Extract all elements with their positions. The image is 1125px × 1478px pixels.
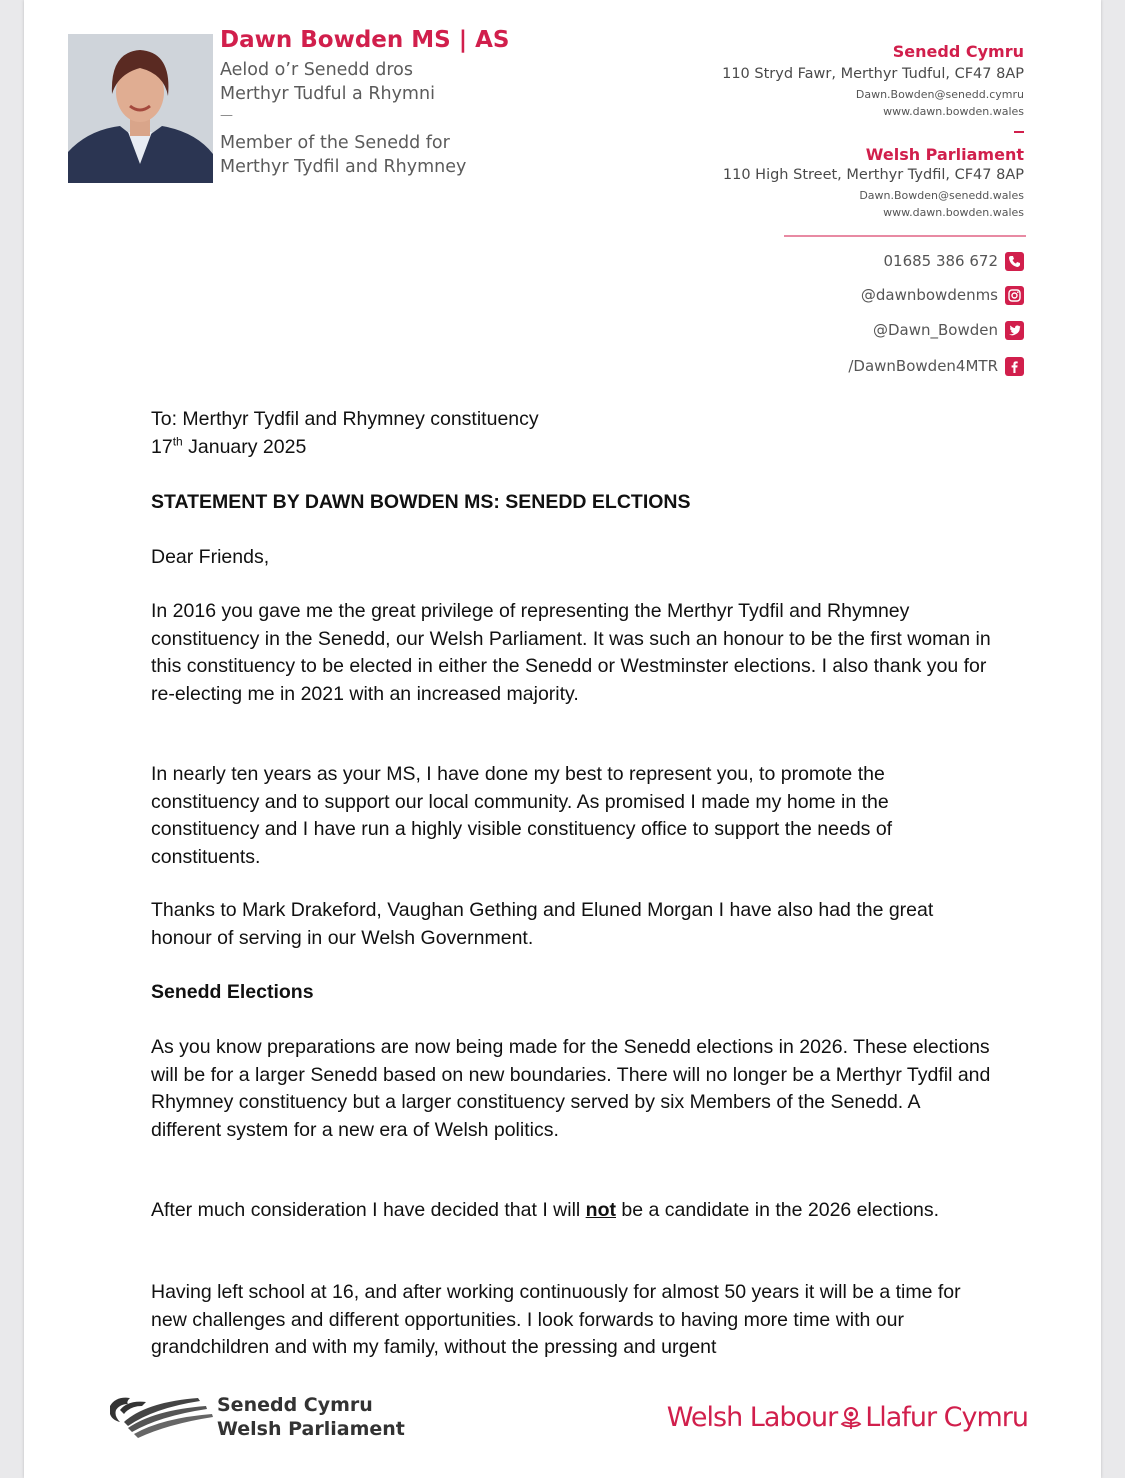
twitter-icon [1005, 321, 1024, 340]
llafur-cymru-text: Llafur Cymru [865, 1402, 1028, 1433]
recipient-line: To: Merthyr Tydfil and Rhymney constituency [151, 408, 539, 430]
paragraph-5 [151, 1197, 991, 1225]
facebook-icon [1005, 357, 1024, 376]
letter-page [24, 0, 1101, 1478]
section-heading: Senedd Elections [151, 981, 314, 1003]
paragraph-5-emphasis: not [585, 1199, 616, 1221]
statement-title: STATEMENT BY DAWN BOWDEN MS: SENEDD ELCTIONS [151, 491, 691, 513]
salutation: Dear Friends, [151, 546, 270, 568]
twitter-handle: @Dawn_Bowden [872, 321, 998, 339]
contact-divider [784, 235, 1026, 237]
facebook-row[interactable] [848, 355, 1024, 377]
phone-icon [1005, 252, 1024, 271]
paragraph-3: Thanks to Mark Drakeford, Vaughan Gething and Eluned Morgan I have also had the great honour of serving in our Welsh Government. [151, 899, 934, 949]
welsh-parliament-heading: Welsh Parliament [865, 145, 1024, 164]
welsh-labour-text: Welsh Labour [666, 1402, 838, 1433]
footer-senedd-english: Welsh Parliament [217, 1418, 405, 1440]
welsh-labour-logo [667, 1402, 1028, 1433]
instagram-row[interactable] [861, 284, 1024, 306]
instagram-icon [1005, 286, 1024, 305]
paragraph-2: In nearly ten years as your MS, I have done my best to represent you, to promote the constituency and to support our local community. As promised I made my home in the constituency and I have run a highly visible constituency office to support the needs of constituents. [151, 763, 893, 868]
senedd-dragon-logo-icon [106, 1388, 216, 1440]
portrait-photo [68, 34, 213, 183]
welsh-role-line2: Merthyr Tudful a Rhymni [220, 84, 435, 104]
role-separator: — [220, 108, 233, 123]
twitter-row[interactable] [873, 319, 1024, 341]
contact-separator [1014, 131, 1024, 133]
date-day: 17 [151, 436, 173, 458]
welsh-address: 110 Stryd Fawr, Merthyr Tudful, CF47 8AP [722, 66, 1024, 82]
phone-number: 01685 386 672 [883, 252, 998, 270]
welsh-email[interactable]: Dawn.Bowden@senedd.cymru [855, 88, 1024, 101]
english-address: 110 High Street, Merthyr Tydfil, CF47 8AP [722, 167, 1024, 183]
date-suffix: th [172, 434, 183, 449]
senedd-cymru-heading: Senedd Cymru [892, 42, 1024, 61]
instagram-handle: @dawnbowdenms [860, 286, 998, 304]
letter-date [151, 434, 991, 462]
paragraph-1: In 2016 you gave me the great privilege of representing the Merthyr Tydfil and Rhymney constituency in the Senedd, our Welsh Parliament. It was such an honour to be the first woman in this constituency to be elected in either the Senedd or Westminster elections. I also thank you for re-electing me in 2021 with an increased majority. [151, 600, 991, 705]
english-role-line1: Member of the Senedd for [220, 133, 450, 153]
phone-row[interactable] [883, 250, 1024, 272]
welsh-website[interactable]: www.dawn.bowden.wales [883, 105, 1024, 118]
english-website[interactable]: www.dawn.bowden.wales [883, 206, 1024, 219]
paragraph-5-start: After much consideration I have decided that I will [151, 1199, 586, 1221]
paragraph-4: As you know preparations are now being made for the Senedd elections in 2026. These elections will be for a larger Senedd based on new boundaries. There will no longer be a Merthyr Tydfil and Rhymney constituency but a larger constituency served by six Members of the Senedd. A different system for a new era of Welsh politics. [151, 1036, 991, 1141]
english-email[interactable]: Dawn.Bowden@senedd.wales [859, 189, 1024, 202]
date-month-year: January 2025 [182, 436, 307, 458]
mp-name: Dawn Bowden MS | AS [220, 27, 510, 53]
facebook-handle: /DawnBowden4MTR [848, 357, 998, 375]
footer-senedd-name [217, 1393, 405, 1441]
labour-rose-icon [838, 1405, 864, 1431]
paragraph-5-end: be a candidate in the 2026 elections. [615, 1199, 940, 1221]
english-role-line2: Merthyr Tydfil and Rhymney [220, 157, 467, 177]
paragraph-6: Having left school at 16, and after working continuously for almost 50 years it will be a time for new challenges and different opportunities. I look forwards to having more time with our grandchildren and with my family, without the pressing and urgent [151, 1281, 961, 1358]
footer-senedd-welsh: Senedd Cymru [217, 1394, 373, 1416]
welsh-role-line1: Aelod o’r Senedd dros [220, 60, 413, 80]
